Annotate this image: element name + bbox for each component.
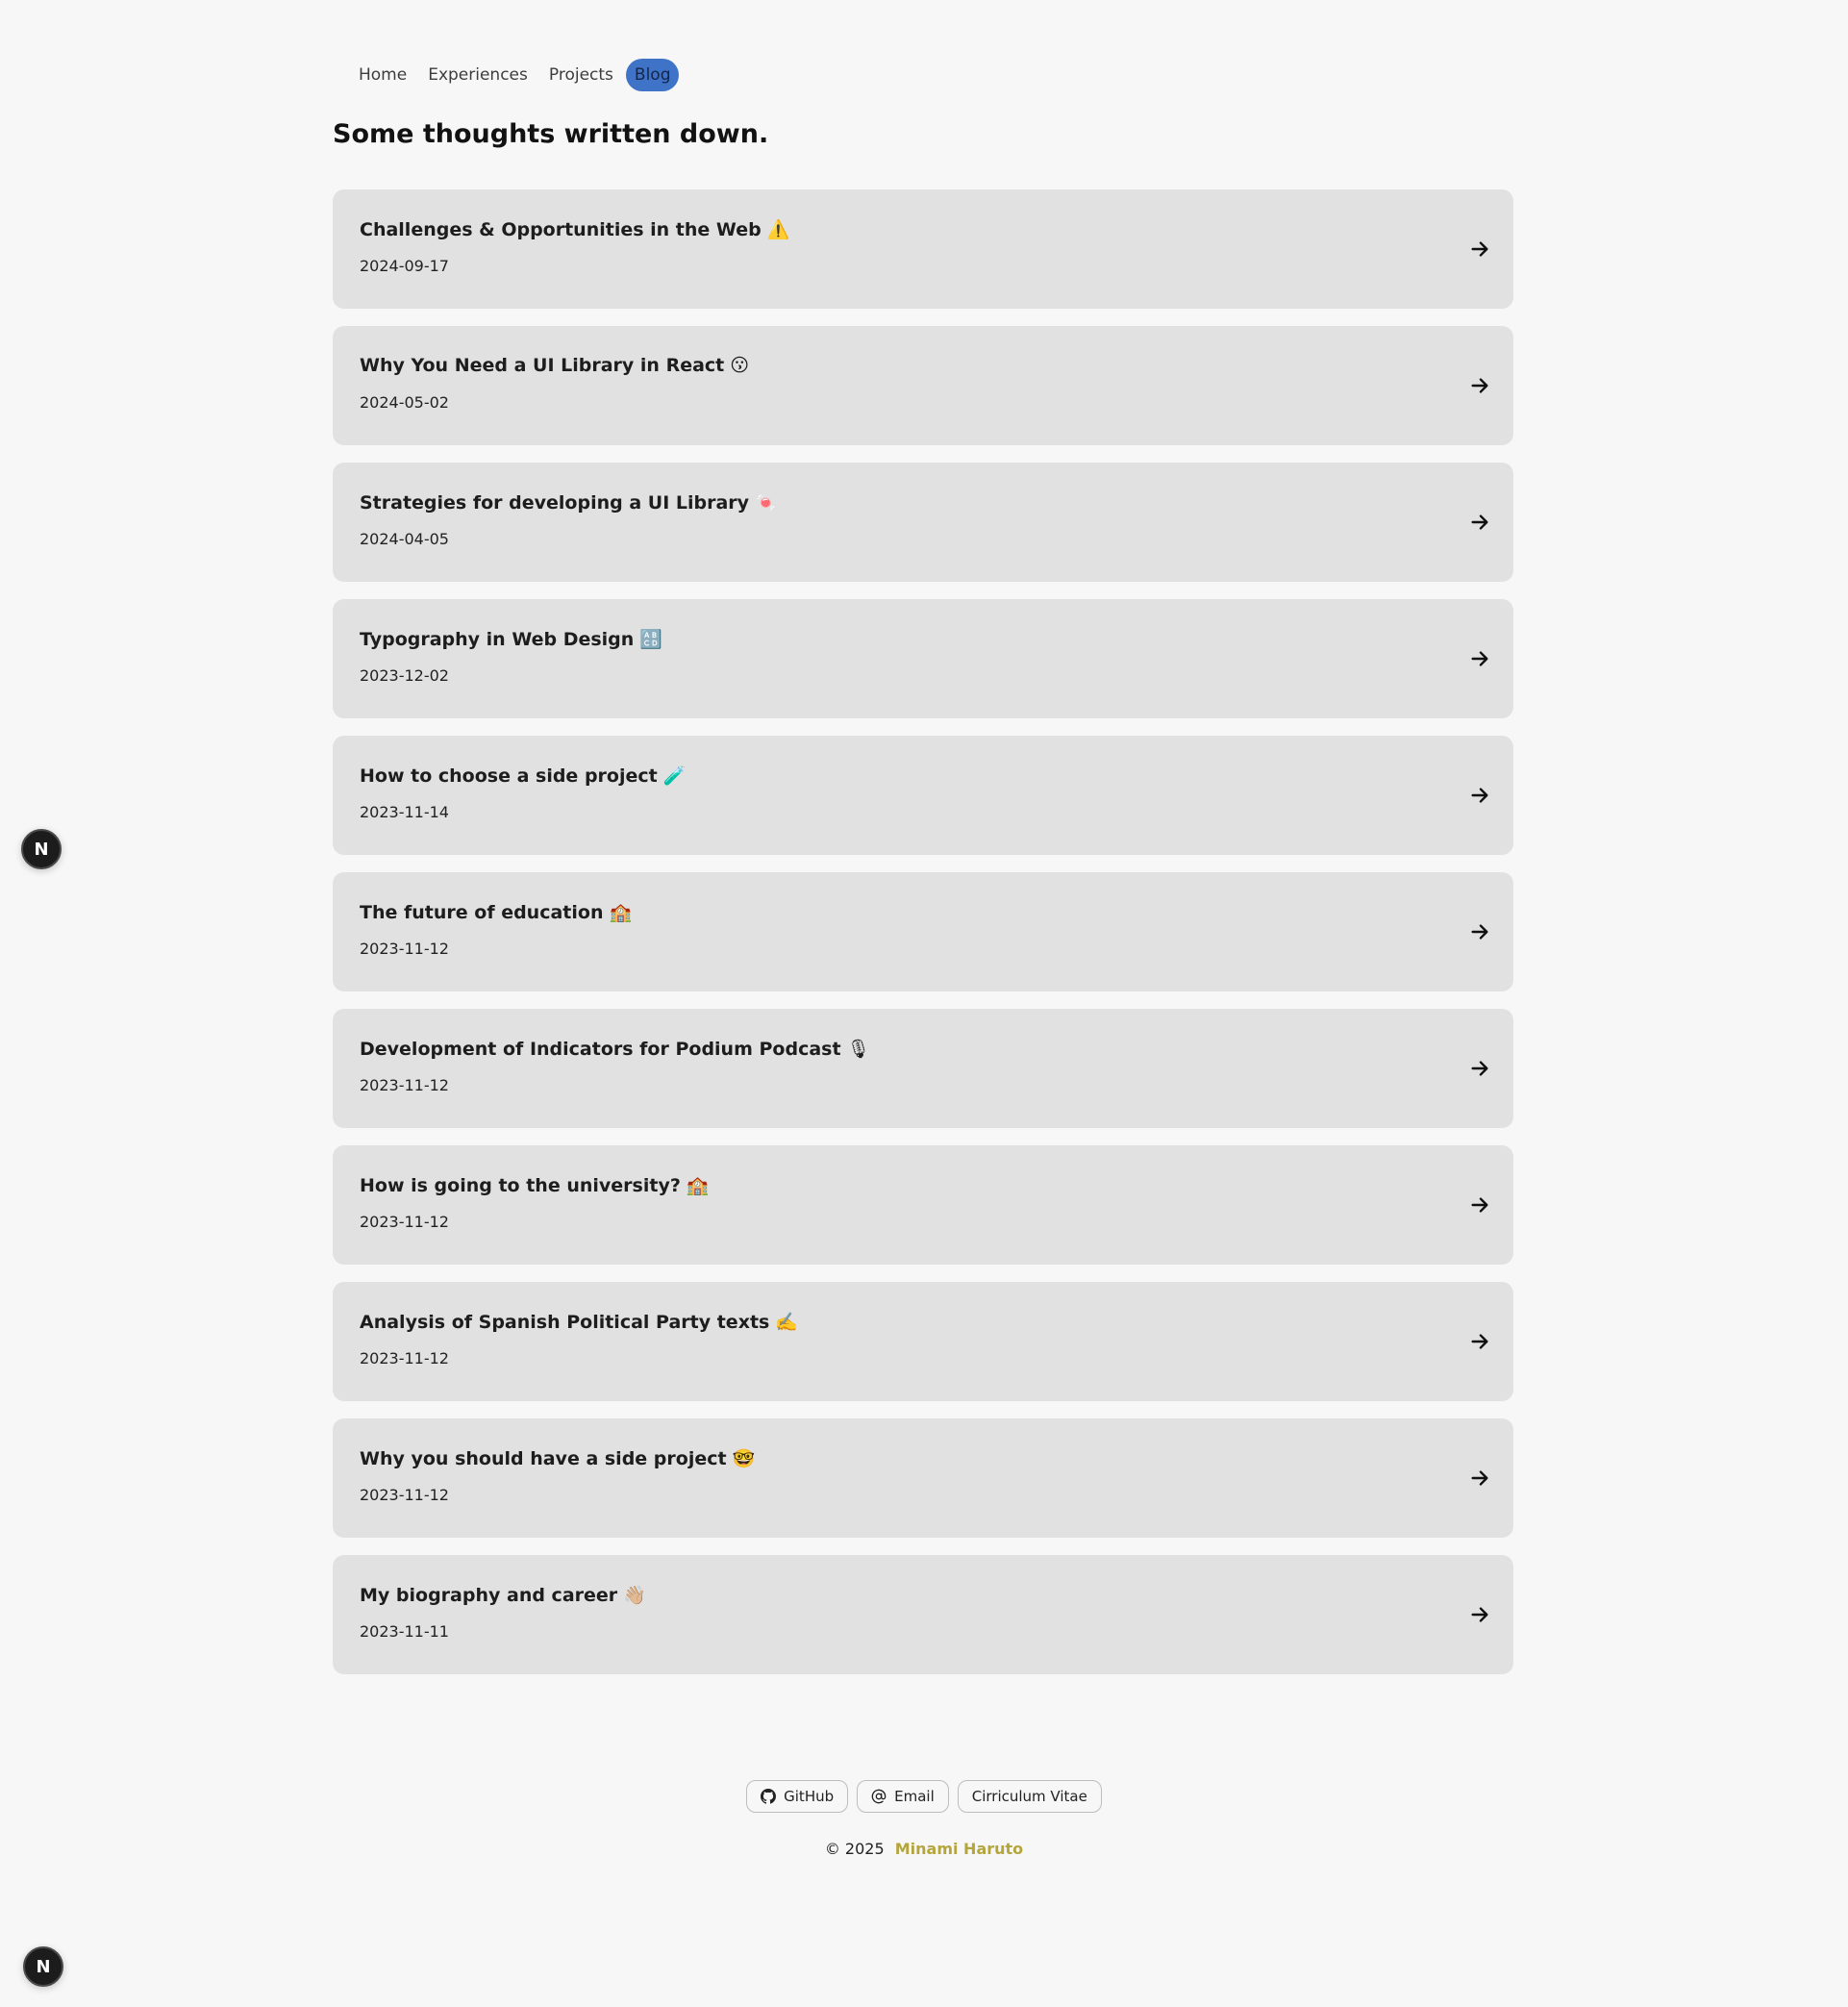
post-title-text: My biography and career	[360, 1585, 618, 1606]
post-card[interactable]	[333, 1418, 1513, 1538]
post-card[interactable]	[333, 463, 1513, 582]
post-title-text: Strategies for developing a UI Library	[360, 492, 750, 514]
post-date: 2024-04-05	[360, 530, 449, 548]
email-link[interactable]	[857, 1780, 949, 1813]
arrow-right-icon	[1469, 375, 1490, 396]
post-title	[360, 1447, 755, 1469]
post-title-text: Why you should have a side project	[360, 1448, 727, 1469]
arrow-right-icon	[1469, 1604, 1490, 1625]
at-icon	[871, 1789, 887, 1804]
arrow-right-icon	[1469, 648, 1490, 669]
footer-links	[0, 1780, 1848, 1813]
post-title-text: How to choose a side project	[360, 765, 658, 787]
nextjs-badge[interactable]	[21, 829, 62, 869]
post-title	[360, 1584, 646, 1606]
post-card[interactable]	[333, 189, 1513, 309]
cv-label: Cirriculum Vitae	[971, 1788, 1087, 1805]
post-date: 2024-09-17	[360, 257, 449, 275]
page-title: Some thoughts written down.	[333, 119, 769, 149]
post-emoji-icon: 🧪	[662, 765, 687, 787]
post-date: 2023-11-12	[360, 1486, 449, 1504]
nextjs-badge-bottom[interactable]	[23, 1946, 63, 1987]
arrow-right-icon	[1469, 1468, 1490, 1489]
github-link[interactable]	[746, 1780, 848, 1813]
badge-label: N	[34, 839, 49, 860]
github-label: GitHub	[784, 1788, 835, 1805]
post-emoji-icon: 🍬	[755, 492, 778, 514]
post-date: 2024-05-02	[360, 393, 449, 412]
post-title-text: Typography in Web Design	[360, 629, 635, 650]
post-emoji-icon: 🎙	[846, 1039, 870, 1060]
post-title	[360, 1174, 710, 1196]
post-card[interactable]	[333, 872, 1513, 991]
copyright	[0, 1840, 1848, 1858]
post-emoji-icon: 👋🏼	[623, 1585, 646, 1606]
post-title-text: Why You Need a UI Library in React	[360, 355, 725, 376]
post-date: 2023-12-02	[360, 666, 449, 685]
post-title-text: The future of education	[360, 902, 604, 923]
post-emoji-icon: ✍️	[775, 1312, 799, 1333]
post-card[interactable]	[333, 1145, 1513, 1265]
post-date: 2023-11-12	[360, 1349, 449, 1367]
post-title	[360, 1311, 798, 1333]
post-card[interactable]	[333, 1282, 1513, 1401]
post-date: 2023-11-12	[360, 1076, 449, 1094]
post-card[interactable]	[333, 1555, 1513, 1674]
badge-label: N	[36, 1956, 51, 1977]
post-emoji-icon: 😗	[730, 355, 750, 376]
post-emoji-icon: ⚠️	[766, 219, 790, 240]
post-title	[360, 628, 662, 650]
nav-experiences[interactable]: Experiences	[428, 65, 528, 85]
top-nav	[350, 58, 679, 92]
post-date: 2023-11-12	[360, 940, 449, 958]
github-icon	[761, 1789, 776, 1804]
arrow-right-icon	[1469, 238, 1490, 260]
arrow-right-icon	[1469, 1331, 1490, 1352]
post-title	[360, 218, 789, 240]
post-title	[360, 491, 778, 514]
post-title-text: How is going to the university?	[360, 1175, 681, 1196]
arrow-right-icon	[1469, 512, 1490, 533]
post-emoji-icon: 🏫	[686, 1175, 710, 1196]
nav-home[interactable]: Home	[359, 65, 408, 85]
cv-link[interactable]	[958, 1780, 1102, 1813]
author-link[interactable]: Minami Haruto	[894, 1840, 1024, 1858]
nav-projects[interactable]: Projects	[548, 65, 613, 85]
post-title	[360, 355, 749, 376]
post-date: 2023-11-11	[360, 1622, 449, 1641]
post-title	[360, 901, 632, 923]
arrow-right-icon	[1469, 785, 1490, 806]
post-title-text: Challenges & Opportunities in the Web	[360, 219, 762, 240]
post-date: 2023-11-14	[360, 803, 449, 821]
post-title-text: Analysis of Spanish Political Party texts	[360, 1312, 770, 1333]
arrow-right-icon	[1469, 1194, 1490, 1216]
post-card[interactable]	[333, 736, 1513, 855]
arrow-right-icon	[1469, 921, 1490, 942]
nav-blog[interactable]: Blog	[626, 59, 680, 91]
post-title	[360, 1038, 870, 1060]
post-date: 2023-11-12	[360, 1213, 449, 1231]
post-emoji-icon: 🔠	[639, 629, 662, 650]
post-title	[360, 765, 686, 787]
arrow-right-icon	[1469, 1058, 1490, 1079]
post-card[interactable]	[333, 326, 1513, 445]
post-card[interactable]	[333, 599, 1513, 718]
email-label: Email	[894, 1788, 935, 1805]
post-emoji-icon: 🏫	[609, 902, 633, 923]
post-card[interactable]	[333, 1009, 1513, 1128]
post-title-text: Development of Indicators for Podium Podcast	[360, 1039, 841, 1060]
post-emoji-icon: 🤓	[732, 1448, 756, 1469]
copyright-year: © 2025	[824, 1840, 885, 1858]
